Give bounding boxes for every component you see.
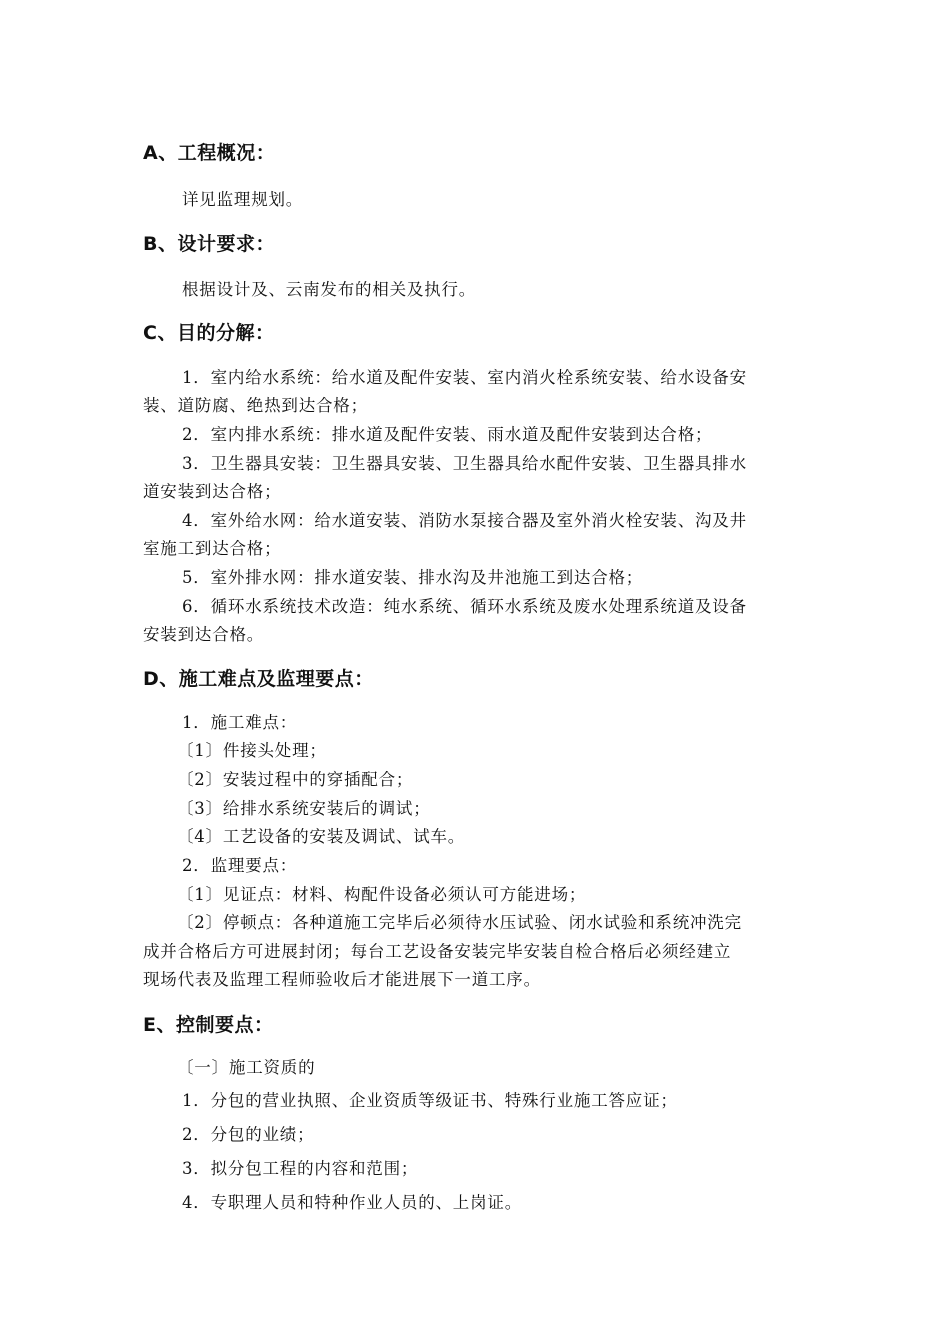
- section-d-line: 〔1〕见证点：材料、构配件设备必须认可方能进场；: [177, 885, 587, 904]
- section-d-heading: D、施工难点及监理要点：: [143, 668, 374, 690]
- section-c-line: 装、道防腐、绝热到达合格；: [143, 396, 368, 415]
- section-c-line: 5．室外排水网：排水道安装、排水沟及井池施工到达合格；: [182, 568, 644, 587]
- section-e-line: 〔一〕施工资质的: [177, 1058, 316, 1077]
- section-d-line: 〔2〕安装过程中的穿插配合；: [177, 770, 414, 789]
- section-c-line: 室施工到达合格；: [143, 539, 282, 558]
- section-e-line: 3．拟分包工程的内容和范围；: [182, 1159, 419, 1178]
- section-d-line: 1．施工难点：: [182, 713, 298, 732]
- section-d-line: 现场代表及监理工程师验收后才能进展下一道工序。: [143, 970, 541, 989]
- section-c-line: 1．室内给水系统：给水道及配件安装、室内消火栓系统安装、给水设备安: [182, 368, 747, 387]
- section-e-line: 4．专职理人员和特种作业人员的、上岗证。: [182, 1193, 522, 1212]
- section-d-line: 〔3〕给排水系统安装后的调试；: [177, 799, 431, 818]
- section-d-line: 〔4〕工艺设备的安装及调试、试车。: [177, 827, 466, 846]
- section-c-line: 2．室内排水系统：排水道及配件安装、雨水道及配件安装到达合格；: [182, 425, 713, 444]
- section-c-line: 4．室外给水网：给水道安装、消防水泵接合器及室外消火栓安装、沟及井: [182, 511, 747, 530]
- section-b-text: 根据设计及、云南发布的相关及执行。: [182, 280, 477, 299]
- section-d-line: 〔2〕停顿点：各种道施工完毕后必须待水压试验、闭水试验和系统冲洗完: [177, 913, 742, 932]
- section-e-line: 1．分包的营业执照、企业资质等级证书、特殊行业施工答应证；: [182, 1091, 678, 1110]
- section-c-line: 安装到达合格。: [143, 625, 265, 644]
- section-e-heading: E、控制要点：: [143, 1014, 274, 1036]
- section-a-heading: A、工程概况：: [143, 142, 276, 164]
- section-c-line: 道安装到达合格；: [143, 482, 282, 501]
- section-e-line: 2．分包的业绩；: [182, 1125, 315, 1144]
- section-d-line: 〔1〕件接头处理；: [177, 741, 327, 760]
- section-d-line: 成并合格后方可进展封闭；每台工艺设备安装完毕安装自检合格后必须经建立: [143, 942, 732, 961]
- section-d-line: 2．监理要点：: [182, 856, 298, 875]
- section-c-line: 6．循环水系统技术改造：纯水系统、循环水系统及废水处理系统道及设备: [182, 597, 747, 616]
- section-b-heading: B、设计要求：: [143, 233, 275, 255]
- section-a-text: 详见监理规划。: [182, 190, 304, 209]
- section-c-line: 3．卫生器具安装：卫生器具安装、卫生器具给水配件安装、卫生器具排水: [182, 454, 747, 473]
- section-c-heading: C、目的分解：: [143, 322, 275, 344]
